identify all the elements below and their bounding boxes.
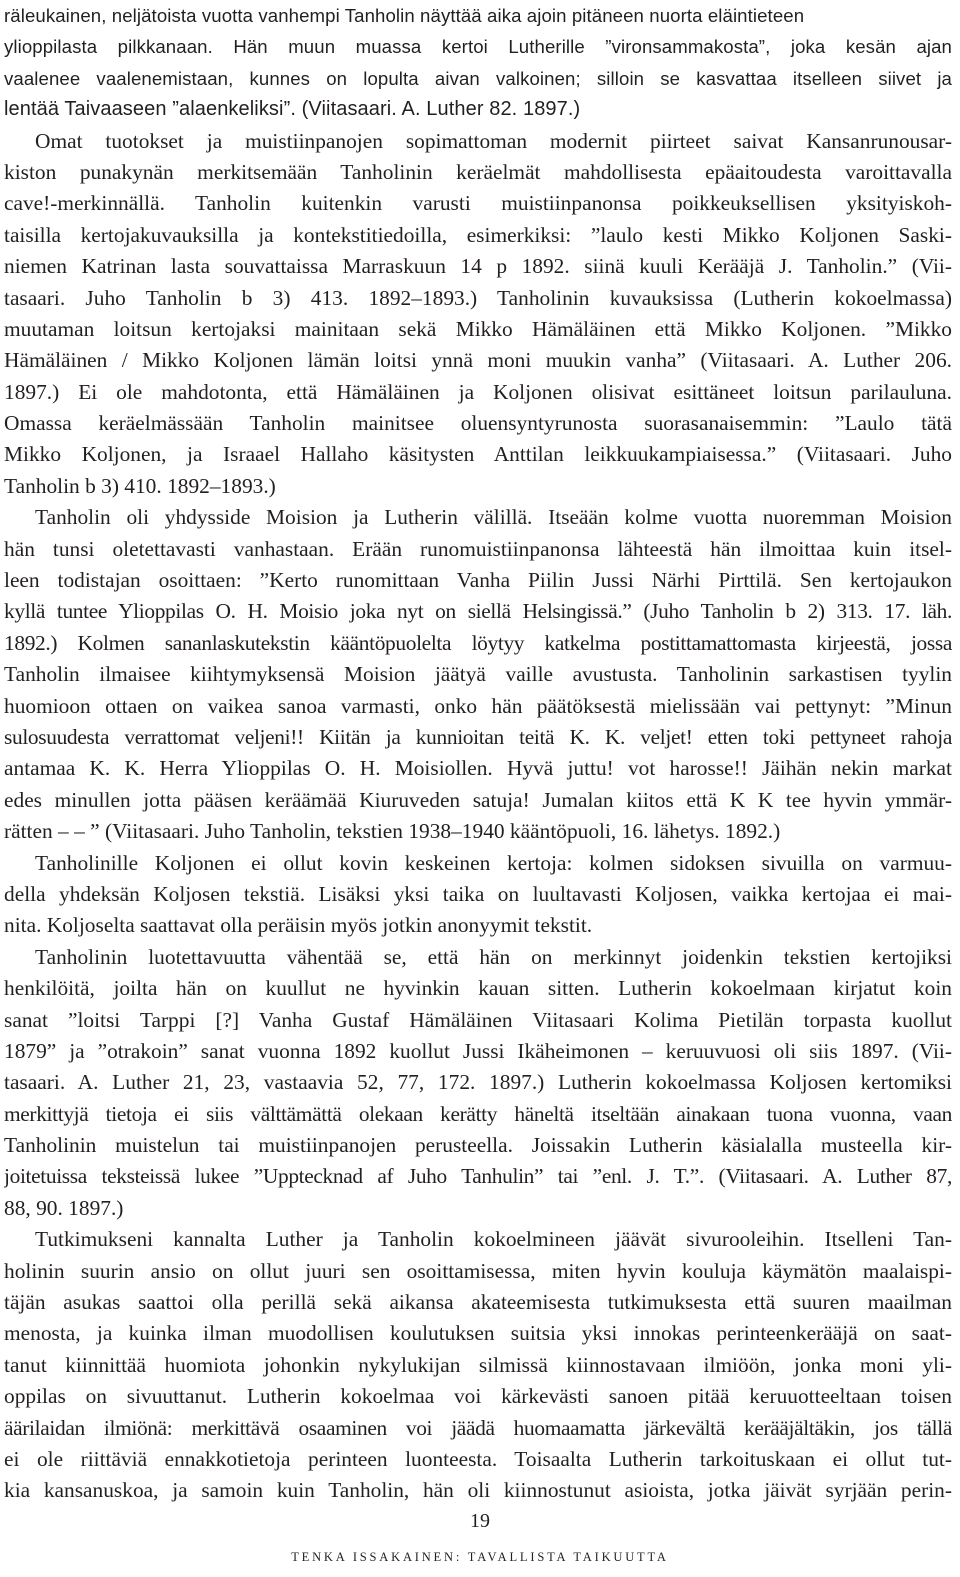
text-line: cave!-merkinnällä. Tanholin kuitenkin varusti muistiinpanonsa poikkeuksellisen yksityiskoh-	[4, 191, 952, 216]
text-line: taisilla kertojakuvauksilla ja kontekstitiedoilla, esimerkiksi: ”laulo kesti Mikko Koljonen Saski-	[4, 222, 952, 247]
text-line: Omassa keräelmässään Tanholin mainitsee oluensyntyrunosta suorasanaisemmin: ”Laulo tätä	[4, 411, 952, 436]
text-line: oppilas on sivuuttanut. Lutherin kokoelmaa voi kärkevästi sanoen pitää keruuotteeltaan toisen	[4, 1384, 952, 1409]
text-line: 88, 90. 1897.)	[4, 1195, 124, 1220]
text-line: lentää Taivaaseen ”alaenkeliksi”. (Viitasaari. A. Luther 82. 1897.)	[4, 98, 581, 121]
text-line: Tanholin ilmaisee kiihtymyksensä Moision jäätyä vaille avustusta. Tanholinin sarkastisen tyylin	[4, 662, 952, 687]
text-line: nita. Koljoselta saattavat olla peräisin myös jotkin anonyymit tekstit.	[4, 913, 593, 938]
text-line: menosta, ja kuinka ilman muodollisen koulutuksen suitsia yksi innokas perinteenkerääjä on saat-	[4, 1321, 952, 1346]
text-line: ei ole riittäviä ennakkotietoja perinteen luonteesta. Toisaalta Lutherin tarkoituskaan ei ollut tut-	[4, 1446, 952, 1471]
text-line: Tanholin b 3) 410. 1892–1893.)	[4, 473, 276, 498]
text-line: tasaari. Juho Tanholin b 3) 413. 1892–1893.) Tanholinin kuvauksissa (Lutherin kokoelmassa)	[4, 285, 952, 310]
text-line: sanat ”loitsi Tarppi [?] Vanha Gustaf Hämäläinen Viitasaari Kolima Pietilän torpasta kuollut	[4, 1007, 952, 1032]
text-line: tasaari. A. Luther 21, 23, vastaavia 52, 77, 172. 1897.) Lutherin kokoelmassa Koljosen kertomiksi	[4, 1070, 952, 1095]
text-line: Tutkimukseni kannalta Luther ja Tanholin kokoelmineen jäävät sivurooleihin. Itselleni Tan-	[35, 1227, 952, 1252]
text-line: äärilaidan ilmiönä: merkittävä osaaminen voi jäädä huomaamatta järkevältä kerääjältäkin, jos tällä	[4, 1415, 952, 1440]
text-line: vaalenee vaalenemistaan, kunnes on lopulta aivan valkoinen; silloin se kasvattaa itselleen siivet ja	[4, 67, 952, 89]
text-line: huomioon ottaen on vaikea sanoa varmasti, onko hän päätöksestä mielissään vai pettynyt: ”Minun	[4, 693, 952, 718]
text-line: sulosuudesta verrattomat veljeni!! Kiitän ja kunnioitan teitä K. K. veljet! etten toki pettyneet rahoja	[4, 724, 952, 749]
text-line: 1892.) Kolmen sananlaskutekstin kääntöpuolelta löytyy katkelma postittamattomasta kirjeestä, jossa	[4, 630, 952, 655]
text-line: della yhdeksän Koljosen tekstiä. Lisäksi yksi taika on luultavasti Koljosen, vaikka kertojaa ei mai-	[4, 881, 952, 906]
text-line: antamaa K. K. Herra Ylioppilas O. H. Moisiollen. Hyvä juttu! vot harosse!! Jäihän nekin markat	[4, 756, 952, 781]
text-line: kia kansanuskoa, ja samoin kuin Tanholin, hän oli kiinnostunut asioista, jotka jäivät syrjään perin-	[4, 1478, 952, 1503]
text-line: Hämäläinen / Mikko Koljonen lämän loitsi ynnä moni muukin vanha” (Viitasaari. A. Luther 206.	[4, 348, 952, 373]
page-number: 19	[470, 1510, 490, 1532]
text-line: räleukainen, neljätoista vuotta vanhempi Tanholin näyttää aika ajoin pitäneen nuorta eläintieteen	[4, 5, 805, 26]
text-line: holinin suurin ansio on ollut juuri sen osoittamisessa, miten hyvin kouluja käymätön maalaispi-	[4, 1258, 952, 1283]
text-line: leen todistajan osoittaen: ”Kerto runomittaan Vanha Piilin Jussi Närhi Pirttilä. Sen kertojaukon	[4, 568, 952, 593]
text-line: kiston punakynän merkitsemään Tanholinin keräelmät mahdollisesta epäaitoudesta varoittavalla	[4, 159, 952, 184]
text-line: kyllä tuntee Ylioppilas O. H. Moisio joka nyt on siellä Helsingissä.” (Juho Tanholin b 2) 313. 17. läh.	[4, 599, 952, 624]
text-line: rätten – – ” (Viitasaari. Juho Tanholin, tekstien 1938–1940 kääntöpuoli, 16. lähetys. 1892.)	[4, 819, 781, 844]
text-line: Tanholinin muistelun tai muistiinpanojen perusteella. Joissakin Lutherin käsialalla musteella kir-	[4, 1133, 952, 1158]
text-line: muutaman loitsun kertojaksi mainitaan sekä Mikko Hämäläinen että Mikko Koljonen. ”Mikko	[4, 316, 952, 341]
body-text	[4, 0, 952, 1507]
text-line: henkilöitä, joilta hän on kuullut ne hyvinkin kauan sitten. Lutherin kokoelmaan kirjatut koin	[4, 976, 952, 1001]
text-line: 1897.) Ei ole mahdotonta, että Hämäläinen ja Koljonen olisivat esittäneet loitsun parilauluna.	[4, 379, 952, 404]
text-line: tanut kiinnittää huomiota johonkin nykylukijan silmissä kiinnostavaan ilmiöön, jonka moni yli-	[4, 1352, 952, 1377]
text-line: niemen Katrinan lasta souvattaissa Marraskuun 14 p 1892. siinä kuuli Kerääjä J. Tanholin.” (Vii-	[4, 254, 952, 279]
text-line: 1879” ja ”otrakoin” sanat vuonna 1892 kuollut Jussi Ikäheimonen – keruuvuosi oli siis 1897. (Vii-	[4, 1038, 952, 1063]
text-line: Tanholinille Koljonen ei ollut kovin keskeinen kertoja: kolmen sidoksen sivuilla on varmuu-	[35, 850, 952, 875]
running-footer: TENKA ISSAKAINEN: TAVALLISTA TAIKUUTTA	[291, 1550, 669, 1564]
text-line: Tanholin oli yhdysside Moision ja Lutherin välillä. Itseään kolme vuotta nuoremman Moision	[35, 505, 952, 530]
text-line: Mikko Koljonen, ja Israael Hallaho käsitysten Anttilan leikkuukampiaisessa.” (Viitasaari. Juho	[4, 442, 952, 467]
text-line: täjän asukas saattoi olla perillä sekä aikansa akateemisesta tutkimuksesta että suuren maailman	[4, 1290, 952, 1315]
text-line: edes minullen jotta pääsen keräämää Kiuruveden satuja! Jumalan kiitos että K K tee hyvin ymmär-	[4, 787, 952, 812]
text-line: merkittyjä tietoja ei siis välttämättä olekaan kerätty häneltä itseltään ainakaan tuona vuonna, vaan	[4, 1101, 952, 1126]
text-line: Omat tuotokset ja muistiinpanojen sopimattoman modernit piirteet saivat Kansanrunousar-	[35, 128, 952, 153]
text-line: ylioppilasta pilkkanaan. Hän muun muassa kertoi Lutherille ”vironsammakosta”, joka kesän ajan	[4, 36, 952, 58]
text-line: hän tunsi oletettavasti vanhastaan. Erään runomuistiinpanonsa lähteestä hän ilmoittaa kuin itsel-	[4, 536, 952, 561]
text-line: Tanholinin luotettavuutta vähentää se, että hän on merkinnyt joidenkin tekstien kertojiksi	[35, 944, 952, 969]
text-line: joitetuissa teksteissä lukee ”Upptecknad af Juho Tanhulin” tai ”enl. J. T.”. (Viitasaari. A. Luther 87,	[4, 1164, 952, 1189]
